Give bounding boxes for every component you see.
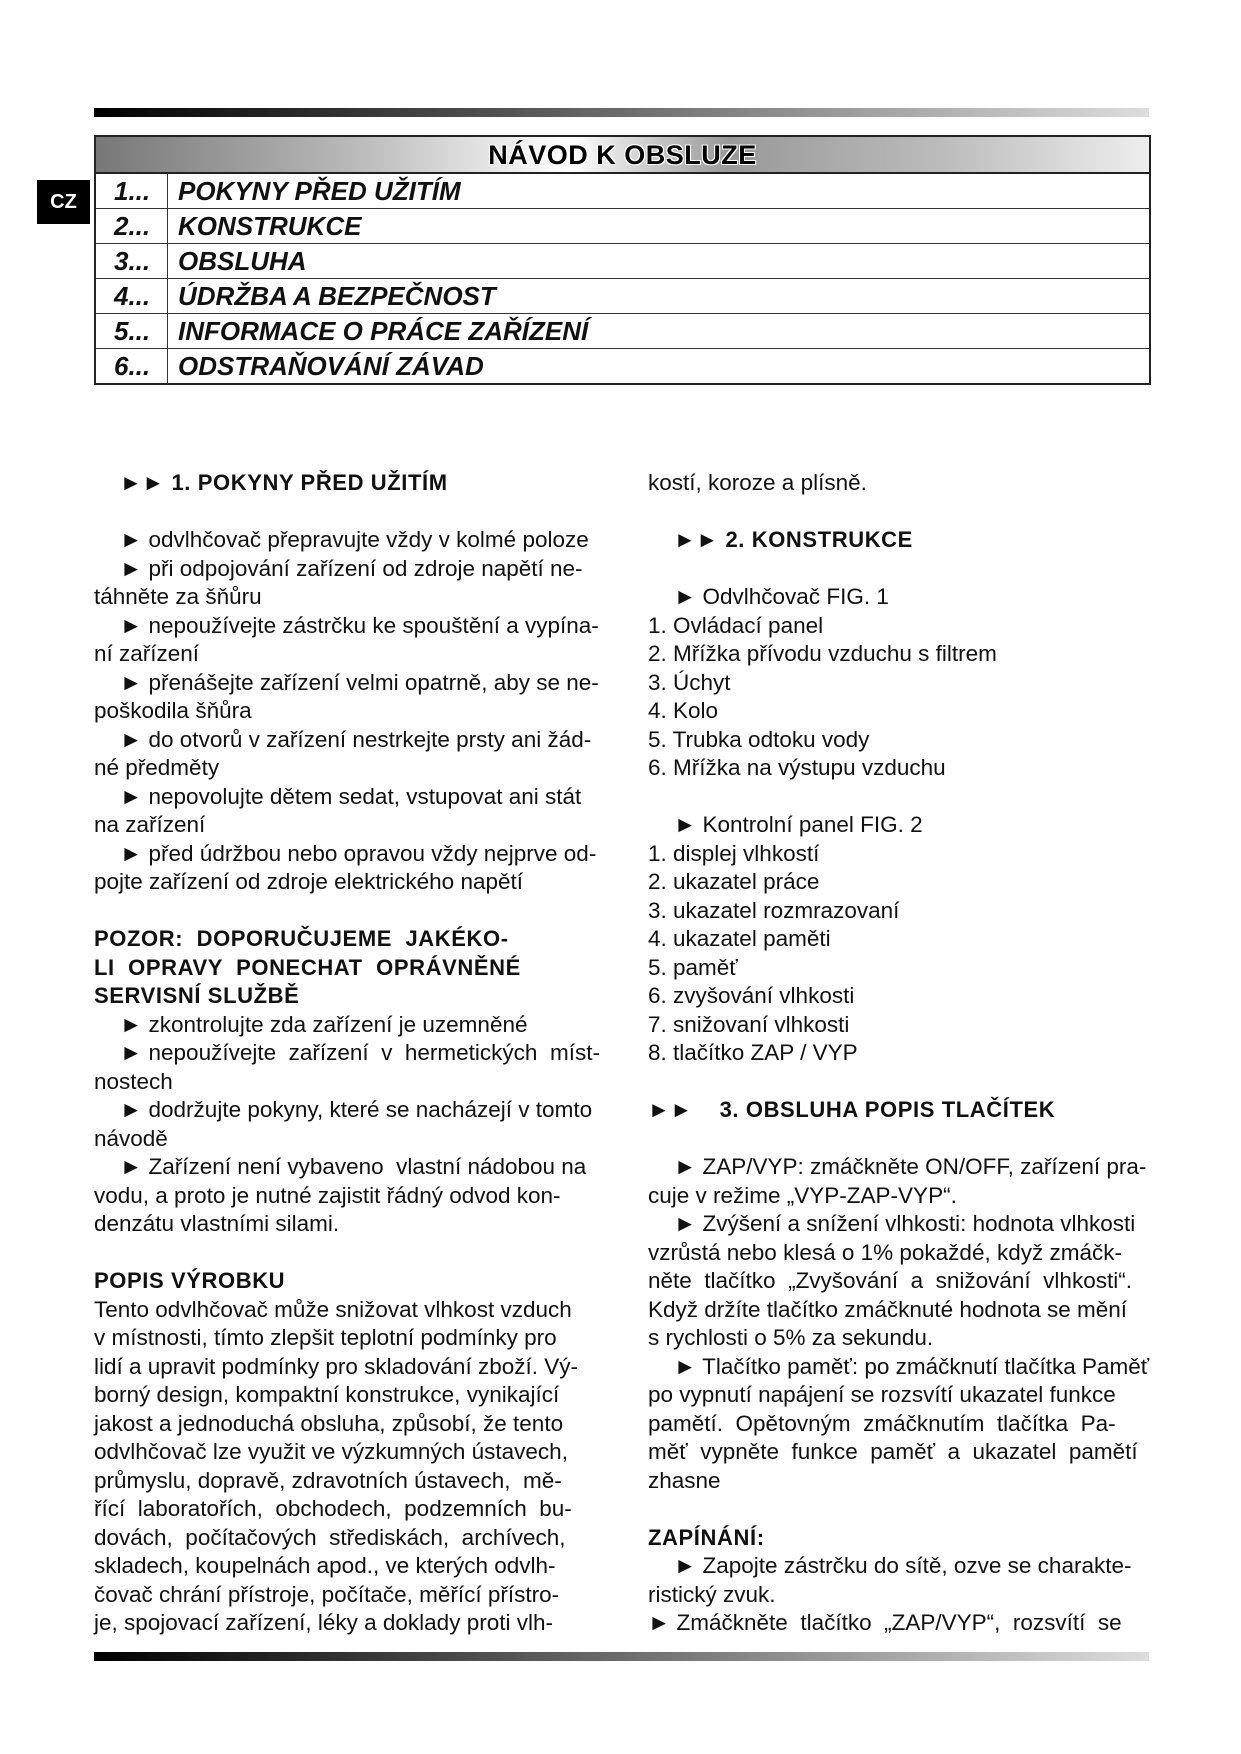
blank-line <box>648 1068 1180 1097</box>
blank-line <box>94 498 619 527</box>
toc-section-title: OBSLUHA <box>178 246 307 276</box>
text-line: ► Odvlhčovač FIG. 1 <box>674 584 889 609</box>
text-line: odvlhčovač lze využit ve výzkumných ústavech, <box>94 1439 568 1464</box>
text-line: ► před údržbou nebo opravou vždy nejprve od- <box>120 840 597 866</box>
text-line: ► Tlačítko paměť: po zmáčknutí tlačítka Paměť <box>674 1353 1150 1379</box>
toc-row <box>96 349 1149 383</box>
toc-section-title: ODSTRAŇOVÁNÍ ZÁVAD <box>178 351 484 381</box>
text-line: 3. ukazatel rozmrazovaní <box>648 897 900 923</box>
text-line: né předměty <box>94 755 220 780</box>
toc-number: 5... <box>96 314 168 348</box>
section-heading: LI OPRAVY PONECHAT OPRÁVNĚNÉ <box>94 954 521 980</box>
section-heading: POPIS VÝROBKU <box>94 1268 286 1293</box>
text-line: s rychlosti o 5% za sekundu. <box>648 1325 934 1350</box>
toc-row <box>96 279 1149 314</box>
text-line: ► nepoužívejte zařízení v hermetických míst- <box>120 1040 600 1065</box>
text-line: 1. Ovládací panel <box>648 612 824 638</box>
section-heading: ►► 2. KONSTRUKCE <box>674 527 913 552</box>
toc-number: 1... <box>96 174 168 208</box>
text-line: po vypnutí napájení se rozsvítí ukazatel funkce <box>648 1382 1116 1407</box>
section-heading: ZAPÍNÁNÍ: <box>648 1524 765 1550</box>
text-line: ► přenášejte zařízení velmi opatrně, aby se ne- <box>120 669 599 695</box>
text-line: 2. ukazatel práce <box>648 869 820 894</box>
language-tab: CZ <box>37 180 90 224</box>
toc-section-title: POKYNY PŘED UŽITÍM <box>178 176 461 206</box>
text-line: ► při odpojování zařízení od zdroje napětí ne- <box>120 555 583 581</box>
text-line: 1. displej vlhkostí <box>648 840 820 866</box>
text-line: Když držíte tlačítko zmáčknuté hodnota se mění <box>648 1296 1127 1322</box>
text-line: ► do otvorů v zařízení nestrkejte prsty ani žád- <box>120 726 592 752</box>
toc-row <box>96 244 1149 279</box>
text-line: 3. Úchyt <box>648 669 731 695</box>
text-line: něte tlačítko „Zvyšování a snižování vlhkosti“. <box>648 1268 1132 1293</box>
text-line: denzátu vlastními silami. <box>94 1211 340 1236</box>
text-line: 6. Mřížka na výstupu vzduchu <box>648 755 946 780</box>
text-line: na zařízení <box>94 812 206 837</box>
blank-line <box>648 1495 1180 1524</box>
section-heading: ►► 1. POKYNY PŘED UŽITÍM <box>120 470 448 495</box>
toc-row <box>96 209 1149 244</box>
text-line: dovách, počítačových střediskách, archívech, <box>94 1524 566 1550</box>
text-line: řící laboratořích, obchodech, podzemních bu- <box>94 1496 572 1521</box>
text-line: ► Zvýšení a snížení vlhkosti: hodnota vlhkosti <box>674 1211 1136 1236</box>
text-line: ► zkontrolujte zda zařízení je uzemněné <box>120 1011 528 1037</box>
section-heading: ►► 3. OBSLUHA POPIS TLAČÍTEK <box>648 1097 1056 1122</box>
toc-section-title: KONSTRUKCE <box>178 211 362 241</box>
text-line: 5. paměť <box>648 954 738 980</box>
text-line: zhasne <box>648 1467 721 1493</box>
toc-row <box>96 314 1149 349</box>
text-line: ní zařízení <box>94 641 200 666</box>
text-line: ► Zařízení není vybaveno vlastní nádobou na <box>120 1154 587 1179</box>
toc-title: NÁVOD K OBSLUZE <box>96 137 1149 174</box>
toc-number: 2... <box>96 209 168 243</box>
text-line: průmyslu, dopravě, zdravotních ústavech, mě- <box>94 1467 562 1493</box>
text-line: pojte zařízení od zdroje elektrického napětí <box>94 869 524 894</box>
text-line: jakost a jednoduchá obsluha, způsobí, že tento <box>94 1410 564 1436</box>
bottom-decorative-bar <box>94 1652 1149 1661</box>
text-line: kostí, koroze a plísně. <box>648 470 867 495</box>
blank-line <box>648 498 1180 527</box>
blank-line <box>94 897 619 926</box>
text-line: poškodila šňůra <box>94 698 252 723</box>
text-line: pamětí. Opětovným zmáčknutím tlačítka Pa- <box>648 1410 1116 1436</box>
text-line: čovač chrání přístroje, počítače, měřící přístro- <box>94 1581 560 1607</box>
blank-line <box>648 1125 1180 1154</box>
text-line: návodě <box>94 1125 168 1151</box>
text-line: ► odvlhčovač přepravujte vždy v kolmé poloze <box>120 527 589 552</box>
text-line: táhněte za šňůru <box>94 584 262 609</box>
text-line: ► Zapojte zástrčku do sítě, ozve se charakte- <box>674 1553 1132 1578</box>
blank-line <box>648 555 1180 584</box>
text-line: borný design, kompaktní konstrukce, vynikající <box>94 1382 560 1407</box>
text-line: ► ZAP/VYP: zmáčkněte ON/OFF, zařízení pra- <box>674 1154 1147 1179</box>
toc-number: 6... <box>96 349 168 383</box>
text-line: ristický zvuk. <box>648 1581 776 1607</box>
text-line: 2. Mřížka přívodu vzduchu s filtrem <box>648 641 997 666</box>
text-line: vodu, a proto je nutné zajistit řádný odvod kon- <box>94 1182 561 1208</box>
toc-number: 3... <box>96 244 168 278</box>
text-line: je, spojovací zařízení, léky a doklady proti vlh- <box>94 1610 553 1635</box>
text-line: 7. snižovaní vlhkosti <box>648 1011 850 1037</box>
right-column <box>648 469 1180 1638</box>
toc-number: 4... <box>96 279 168 313</box>
table-of-contents <box>94 135 1151 385</box>
text-line: 4. Kolo <box>648 698 719 723</box>
section-heading: SERVISNÍ SLUŽBĚ <box>94 983 300 1008</box>
text-line: v místnosti, tímto zlepšit teplotní podmínky pro <box>94 1325 557 1350</box>
blank-line <box>94 1239 619 1268</box>
text-line: 6. zvyšování vlhkosti <box>648 983 855 1008</box>
blank-line <box>648 783 1180 812</box>
text-line: ► Zmáčkněte tlačítko „ZAP/VYP“, rozsvítí se <box>648 1610 1122 1635</box>
text-line: skladech, koupelnách apod., ve kterých odvlh- <box>94 1553 556 1578</box>
toc-section-title: ÚDRŽBA A BEZPEČNOST <box>178 281 496 311</box>
text-line: nostech <box>94 1068 173 1094</box>
text-line: Tento odvlhčovač může snižovat vlhkost vzduch <box>94 1296 572 1322</box>
text-line: ► nepovolujte dětem sedat, vstupovat ani stát <box>120 783 582 809</box>
text-line: měť vypněte funkce paměť a ukazatel pamětí <box>648 1439 1138 1464</box>
text-line: 8. tlačítko ZAP / VYP <box>648 1040 858 1065</box>
left-column <box>94 469 619 1638</box>
text-line: 4. ukazatel paměti <box>648 926 831 951</box>
text-line: 5. Trubka odtoku vody <box>648 726 870 752</box>
text-line: ► Kontrolní panel FIG. 2 <box>674 812 923 837</box>
toc-row <box>96 174 1149 209</box>
text-line: cuje v režime „VYP-ZAP-VYP“. <box>648 1182 957 1208</box>
section-heading: POZOR: DOPORUČUJEME JAKÉKO- <box>94 926 509 951</box>
top-decorative-bar <box>94 108 1149 117</box>
text-line: ► nepoužívejte zástrčku ke spouštění a vypína- <box>120 612 599 638</box>
text-line: ► dodržujte pokyny, které se nacházejí v tomto <box>120 1097 593 1122</box>
text-line: vzrůstá nebo klesá o 1% pokaždé, když zmáčk- <box>648 1239 1122 1265</box>
text-line: lidí a upravit podmínky pro skladování zboží. Vý- <box>94 1353 578 1379</box>
toc-section-title: INFORMACE O PRÁCE ZAŘÍZENÍ <box>178 316 589 346</box>
